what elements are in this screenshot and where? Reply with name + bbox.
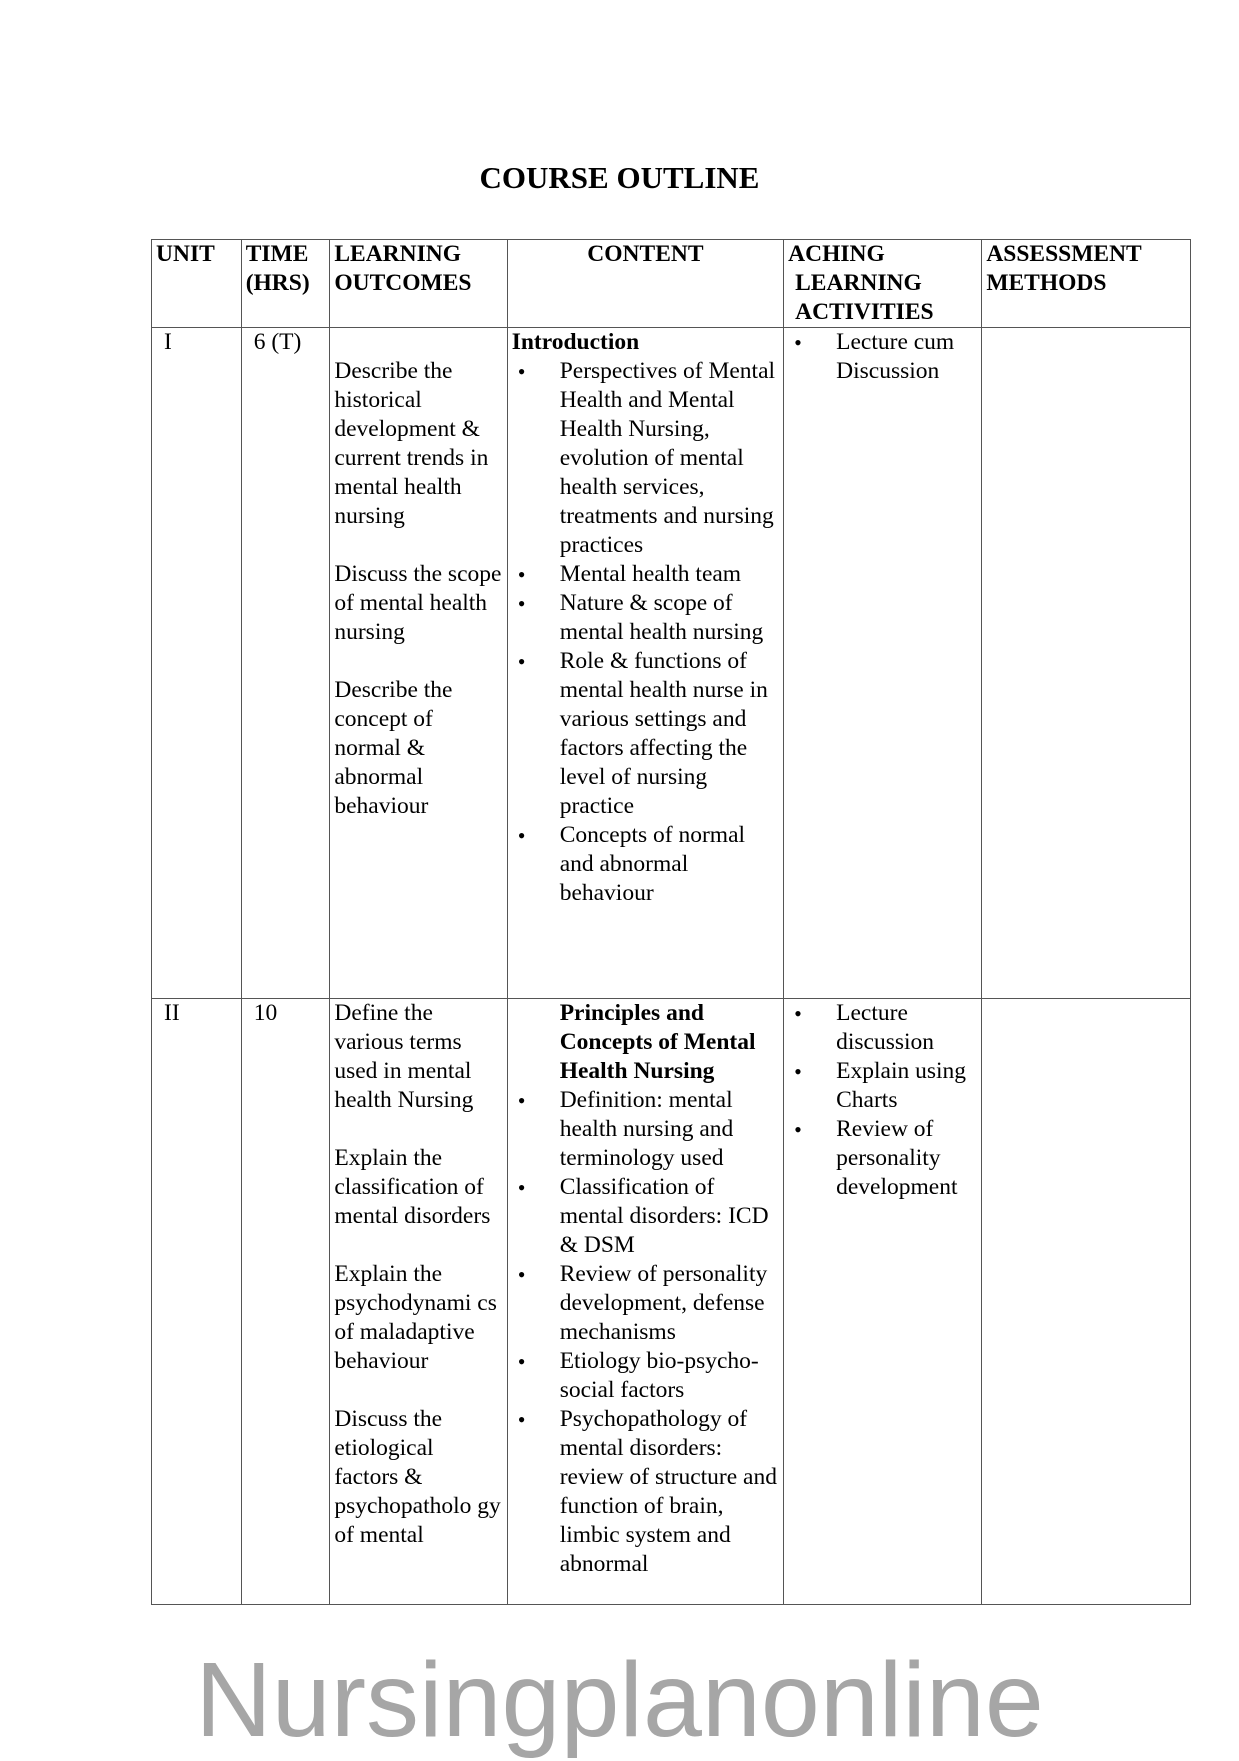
learning-outcome: Describe the concept of normal & abnormal behaviour bbox=[334, 677, 453, 819]
cell-unit: II bbox=[152, 999, 242, 1605]
content-list bbox=[512, 357, 779, 908]
activity-item: • Explain using Charts bbox=[788, 1057, 977, 1115]
header-teaching-learning-activities: ACHING LEARNING ACTIVITIES bbox=[784, 240, 982, 328]
cell-activities bbox=[784, 999, 982, 1605]
content-item: • Nature & scope of mental health nursing bbox=[512, 589, 779, 647]
content-item: • Classification of mental disorders: ICD & DSM bbox=[512, 1173, 779, 1260]
activity-item: • Lecture discussion bbox=[788, 999, 977, 1057]
watermark: Nursingplanonline bbox=[195, 1641, 1044, 1759]
content-item: • Review of personality development, defense mechanisms bbox=[512, 1260, 779, 1347]
header-learning-outcomes: LEARNING OUTCOMES bbox=[330, 240, 507, 328]
cell-learning-outcomes bbox=[330, 328, 507, 999]
page-title: COURSE OUTLINE bbox=[479, 160, 760, 195]
learning-outcome: Explain the classification of mental disorders bbox=[334, 1145, 491, 1229]
header-time: TIME (HRS) bbox=[241, 240, 330, 328]
cell-time: 6 (T) bbox=[241, 328, 330, 999]
cell-learning-outcomes bbox=[330, 999, 507, 1605]
activity-item: • Lecture cum Discussion bbox=[788, 328, 977, 386]
cell-activities bbox=[784, 328, 982, 999]
content-item: • Role & functions of mental health nurse in various settings and factors affecting the level of nursing practice bbox=[512, 647, 779, 821]
activity-item: • Review of personality development bbox=[788, 1115, 977, 1202]
table-row bbox=[152, 328, 1191, 999]
activities-list bbox=[788, 328, 977, 386]
cell-time: 10 bbox=[241, 999, 330, 1605]
content-item: • Mental health team bbox=[512, 560, 779, 589]
cell-content bbox=[507, 999, 783, 1605]
content-item: • Concepts of normal and abnormal behaviour bbox=[512, 821, 779, 908]
activities-list bbox=[788, 999, 977, 1202]
course-outline-table bbox=[151, 239, 1191, 1605]
learning-outcome: Define the various terms used in mental health Nursing bbox=[334, 1000, 474, 1113]
learning-outcome: Describe the historical development & current trends in mental health nursing bbox=[334, 358, 489, 529]
learning-outcome: Discuss the scope of mental health nursing bbox=[334, 561, 502, 645]
table-header-row bbox=[152, 240, 1191, 328]
table-row bbox=[152, 999, 1191, 1605]
learning-outcome: Explain the psychodynami cs of maladaptive behaviour bbox=[334, 1261, 497, 1374]
content-item: • Psychopathology of mental disorders: review of structure and function of brain, limbic system and abnormal bbox=[512, 1405, 779, 1579]
cell-assessment bbox=[982, 328, 1191, 999]
content-heading: Introduction bbox=[511, 329, 640, 355]
content-heading: Principles and Concepts of Mental Health Nursing bbox=[559, 1000, 756, 1084]
content-item: • Perspectives of Mental Health and Mental Health Nursing, evolution of mental health services, treatments and nursing practices bbox=[512, 357, 779, 560]
learning-outcome: Discuss the etiological factors & psychopatholo gy of mental bbox=[334, 1406, 501, 1548]
cell-content bbox=[507, 328, 783, 999]
content-list bbox=[512, 1086, 779, 1579]
cell-unit: I bbox=[152, 328, 242, 999]
content-item: • Definition: mental health nursing and terminology used bbox=[512, 1086, 779, 1173]
header-content: CONTENT bbox=[507, 240, 783, 328]
cell-assessment bbox=[982, 999, 1191, 1605]
header-assessment-methods: ASSESSMENT METHODS bbox=[982, 240, 1191, 328]
content-item: • Etiology bio-psycho-social factors bbox=[512, 1347, 779, 1405]
header-unit: UNIT bbox=[152, 240, 242, 328]
